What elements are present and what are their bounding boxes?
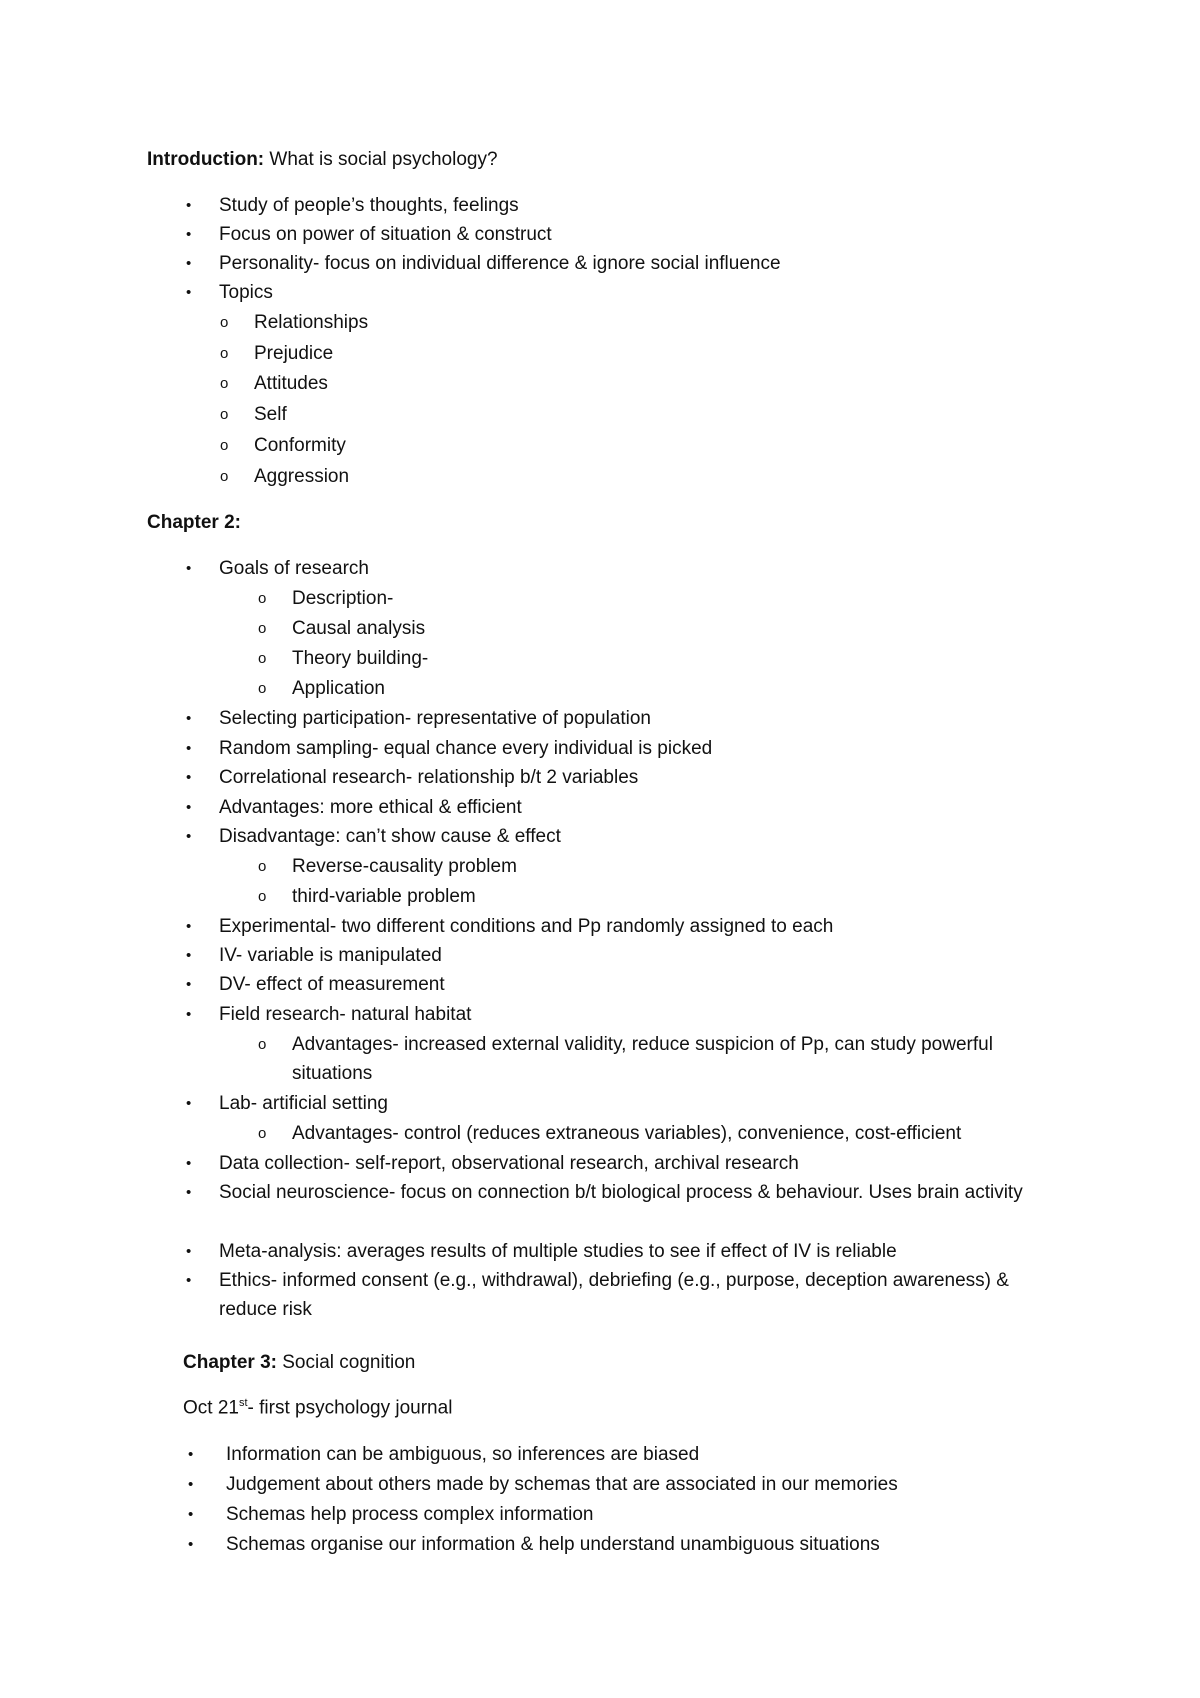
- date-text: Oct 21: [183, 1397, 239, 1419]
- list-item-text: Self: [254, 404, 287, 425]
- sub-list-item: [258, 674, 1057, 703]
- sub-bullet-marker: o: [258, 590, 267, 607]
- sub-bullet-marker: o: [258, 1036, 267, 1053]
- list-item-text: third-variable problem: [292, 886, 476, 907]
- chapter-2-heading: [147, 512, 241, 534]
- list-item: [186, 822, 1059, 851]
- bullet-marker: •: [186, 1243, 192, 1260]
- chapter-3-text: Social cognition: [276, 1352, 416, 1373]
- list-item-text: Causal analysis: [292, 618, 426, 639]
- date-superscript: st: [238, 1397, 248, 1409]
- chapter-3-heading: [183, 1352, 415, 1374]
- intro-text: What is social psychology?: [264, 149, 498, 170]
- sub-list-item: [258, 1030, 1057, 1088]
- list-item-text: Application: [292, 678, 385, 699]
- list-item-text: Meta-analysis: averages results of multiple studies to see if effect of IV is reliable: [219, 1241, 897, 1262]
- list-item: [186, 1178, 1059, 1207]
- intro-label: Introduction:: [147, 149, 265, 170]
- list-item: [186, 1237, 1059, 1266]
- sub-list-item: [220, 462, 1054, 491]
- list-item: [188, 1440, 1056, 1469]
- list-item-text: Goals of research: [219, 558, 369, 579]
- bullet-marker: •: [186, 226, 192, 243]
- list-item-text: Aggression: [254, 466, 350, 487]
- list-item-text: Disadvantage: can’t show cause & effect: [219, 826, 561, 847]
- sub-list-item: [220, 308, 1054, 337]
- sub-bullet-marker: o: [220, 345, 229, 362]
- list-item-text: Judgement about others made by schemas that are associated in our memories: [226, 1474, 898, 1495]
- list-item: [186, 734, 1059, 763]
- bullet-marker: •: [186, 799, 192, 816]
- list-item: [186, 1149, 1059, 1178]
- list-item-text: Reverse-causality problem: [292, 856, 517, 877]
- sub-list-item: [258, 1119, 1057, 1148]
- sub-bullet-marker: o: [220, 437, 229, 454]
- list-item-text: Theory building-: [292, 648, 429, 669]
- list-item-text: Random sampling- equal chance every individual is picked: [219, 738, 713, 759]
- bullet-marker: •: [186, 1155, 192, 1172]
- sub-bullet-marker: o: [258, 680, 267, 697]
- list-item: [186, 912, 1059, 941]
- bullet-marker: •: [186, 740, 192, 757]
- sub-bullet-marker: o: [258, 620, 267, 637]
- list-item-text: Field research- natural habitat: [219, 1004, 472, 1025]
- bullet-marker: •: [186, 1006, 192, 1023]
- list-item-text: Topics: [219, 282, 273, 303]
- list-item-text: Description-: [292, 588, 394, 609]
- list-item-text: Schemas help process complex information: [226, 1504, 594, 1525]
- bullet-marker: •: [188, 1536, 194, 1553]
- sub-list-item: [220, 369, 1054, 398]
- bullet-marker: •: [186, 255, 192, 272]
- list-item: [188, 1530, 1056, 1559]
- sub-list-item: [258, 584, 1057, 613]
- sub-bullet-marker: o: [258, 858, 267, 875]
- sub-list-item: [258, 882, 1057, 911]
- list-item: [186, 941, 1059, 970]
- list-item: [186, 278, 1059, 307]
- list-item-text: Social neuroscience- focus on connection b/t biological process & behaviour. Uses brain activity: [219, 1182, 1023, 1203]
- sub-list-item: [220, 400, 1054, 429]
- sub-list-item: [258, 614, 1057, 643]
- bullet-marker: •: [186, 710, 192, 727]
- list-item-text: Prejudice: [254, 343, 334, 364]
- list-item-text: Experimental- two different conditions and Pp randomly assigned to each: [219, 916, 834, 937]
- list-item: [186, 1266, 1059, 1324]
- list-item-text: Information can be ambiguous, so inferences are biased: [226, 1444, 700, 1465]
- list-item-text: Study of people’s thoughts, feelings: [219, 195, 519, 216]
- date-line: [183, 1397, 452, 1419]
- chapter-2-label: Chapter 2:: [147, 512, 241, 533]
- bullet-marker: •: [186, 197, 192, 214]
- intro-heading: [147, 149, 498, 171]
- bullet-marker: •: [186, 918, 192, 935]
- bullet-marker: •: [186, 976, 192, 993]
- list-item: [188, 1500, 1056, 1529]
- bullet-marker: •: [186, 769, 192, 786]
- list-item: [186, 704, 1059, 733]
- list-item: [186, 793, 1059, 822]
- list-item-text: Conformity: [254, 435, 346, 456]
- list-item-text: Attitudes: [254, 373, 328, 394]
- list-item: [186, 191, 1059, 220]
- list-item: [186, 554, 1059, 583]
- bullet-marker: •: [188, 1446, 194, 1463]
- list-item-text: Correlational research- relationship b/t 2 variables: [219, 767, 639, 788]
- list-item-text: Lab- artificial setting: [219, 1093, 388, 1114]
- sub-list-item: [220, 339, 1054, 368]
- bullet-marker: •: [186, 1095, 192, 1112]
- bullet-marker: •: [186, 828, 192, 845]
- list-item-text: DV- effect of measurement: [219, 974, 445, 995]
- bullet-marker: •: [186, 1184, 192, 1201]
- sub-bullet-marker: o: [220, 468, 229, 485]
- list-item-text: Selecting participation- representative of population: [219, 708, 651, 729]
- list-item-text: IV- variable is manipulated: [219, 945, 442, 966]
- list-item: [186, 249, 1059, 278]
- list-item-text: Personality- focus on individual difference & ignore social influence: [219, 253, 781, 274]
- list-item-text: Advantages: more ethical & efficient: [219, 797, 522, 818]
- list-item-text: Schemas organise our information & help understand unambiguous situations: [226, 1534, 880, 1555]
- sub-list-item: [258, 644, 1057, 673]
- list-item-text: Relationships: [254, 312, 369, 333]
- list-item: [186, 970, 1059, 999]
- sub-bullet-marker: o: [220, 406, 229, 423]
- sub-list-item: [258, 852, 1057, 881]
- sub-list-item: [220, 431, 1054, 460]
- bullet-marker: •: [186, 284, 192, 301]
- sub-bullet-marker: o: [258, 650, 267, 667]
- sub-bullet-marker: o: [220, 375, 229, 392]
- sub-bullet-marker: o: [258, 1125, 267, 1142]
- list-item: [186, 763, 1059, 792]
- sub-bullet-marker: o: [220, 314, 229, 331]
- list-item: [186, 1000, 1059, 1029]
- list-item: [188, 1470, 1056, 1499]
- bullet-marker: •: [188, 1506, 194, 1523]
- list-item-text: Advantages- increased external validity, reduce suspicion of Pp, can study powerful situations: [292, 1034, 993, 1084]
- list-item-text: Focus on power of situation & construct: [219, 224, 552, 245]
- bullet-marker: •: [186, 947, 192, 964]
- bullet-marker: •: [186, 560, 192, 577]
- date-note: - first psychology journal: [247, 1397, 453, 1419]
- list-item-text: Ethics- informed consent (e.g., withdrawal), debriefing (e.g., purpose, deception awareness) & reduce risk: [219, 1270, 1009, 1320]
- chapter-3-label: Chapter 3:: [183, 1352, 277, 1373]
- sub-bullet-marker: o: [258, 888, 267, 905]
- list-item-text: Advantages- control (reduces extraneous variables), convenience, cost-efficient: [292, 1123, 962, 1144]
- list-item: [186, 220, 1059, 249]
- list-item-text: Data collection- self-report, observational research, archival research: [219, 1153, 799, 1174]
- bullet-marker: •: [186, 1272, 192, 1289]
- list-item: [186, 1089, 1059, 1118]
- bullet-marker: •: [188, 1476, 194, 1493]
